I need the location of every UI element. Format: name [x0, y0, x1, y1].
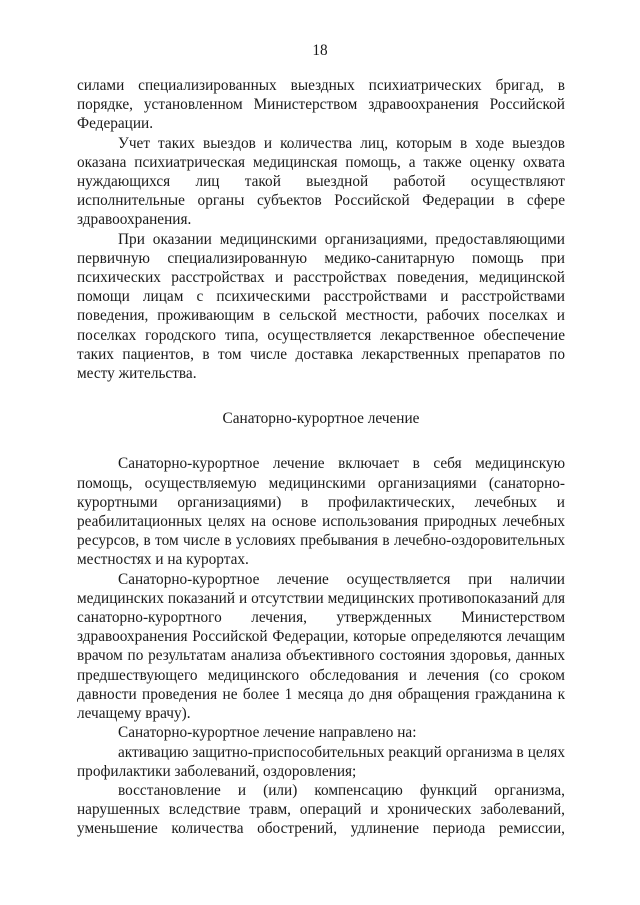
paragraph: активацию защитно-приспособительных реакций организма в целях профилактики заболеваний, оздоровления;	[77, 743, 565, 780]
paragraph: При оказании медицинскими организациями, предоставляющими первичную специализированную медико-санитарную помощь при психических расстройствах и расстройствах поведения, медицинской помощи лицам с психическими расстройствами и расстройствами поведения, проживающим в сельской местности, рабочих поселках и поселках городского типа, осуществляется лекарственное обеспечение таких пациентов, в том числе доставка лекарственных препаратов по месту жительства.	[77, 230, 565, 383]
paragraph: Учет таких выездов и количества лиц, которым в ходе выездов оказана психиатрическая медицинская помощь, а также оценку охвата нуждающихся лиц такой выездной работой осуществляют исполнительные органы субъектов Российской Федерации в сфере здравоохранения.	[77, 134, 565, 229]
paragraph: восстановление и (или) компенсацию функций организма, нарушенных вследствие травм, операций и хронических заболеваний, уменьшение количества обострений, удлинение периода ремиссии,	[77, 781, 565, 838]
paragraph: Санаторно-курортное лечение осуществляется при наличии медицинских показаний и отсутствии медицинских противопоказаний для санаторно-курортного лечения, утвержденных Министерством здравоохранения Российской Федерации, которые определяются лечащим врачом по результатам анализа объективного состояния здоровья, данных предшествующего медицинского обследования и лечения (со сроком давности проведения не более 1 месяца до дня обращения гражданина к лечащему врачу).	[77, 570, 565, 723]
paragraph: силами специализированных выездных психиатрических бригад, в порядке, установленном Министерством здравоохранения Российской Федерации.	[77, 77, 565, 133]
paragraph: Санаторно-курортное лечение включает в себя медицинскую помощь, осуществляемую медицинскими организациями (санаторно-курортными организациями) в профилактических, лечебных и реабилитационных целях на основе использования природных лечебных ресурсов, в том числе в условиях пребывания в лечебно-оздоровительных местностях и на курортах.	[77, 455, 565, 569]
section-heading: Санаторно-курортное лечение	[222, 410, 420, 428]
paragraph: Санаторно-курортное лечение направлено на:	[118, 724, 417, 742]
page-number: 18	[312, 42, 328, 59]
document-body	[77, 76, 565, 839]
